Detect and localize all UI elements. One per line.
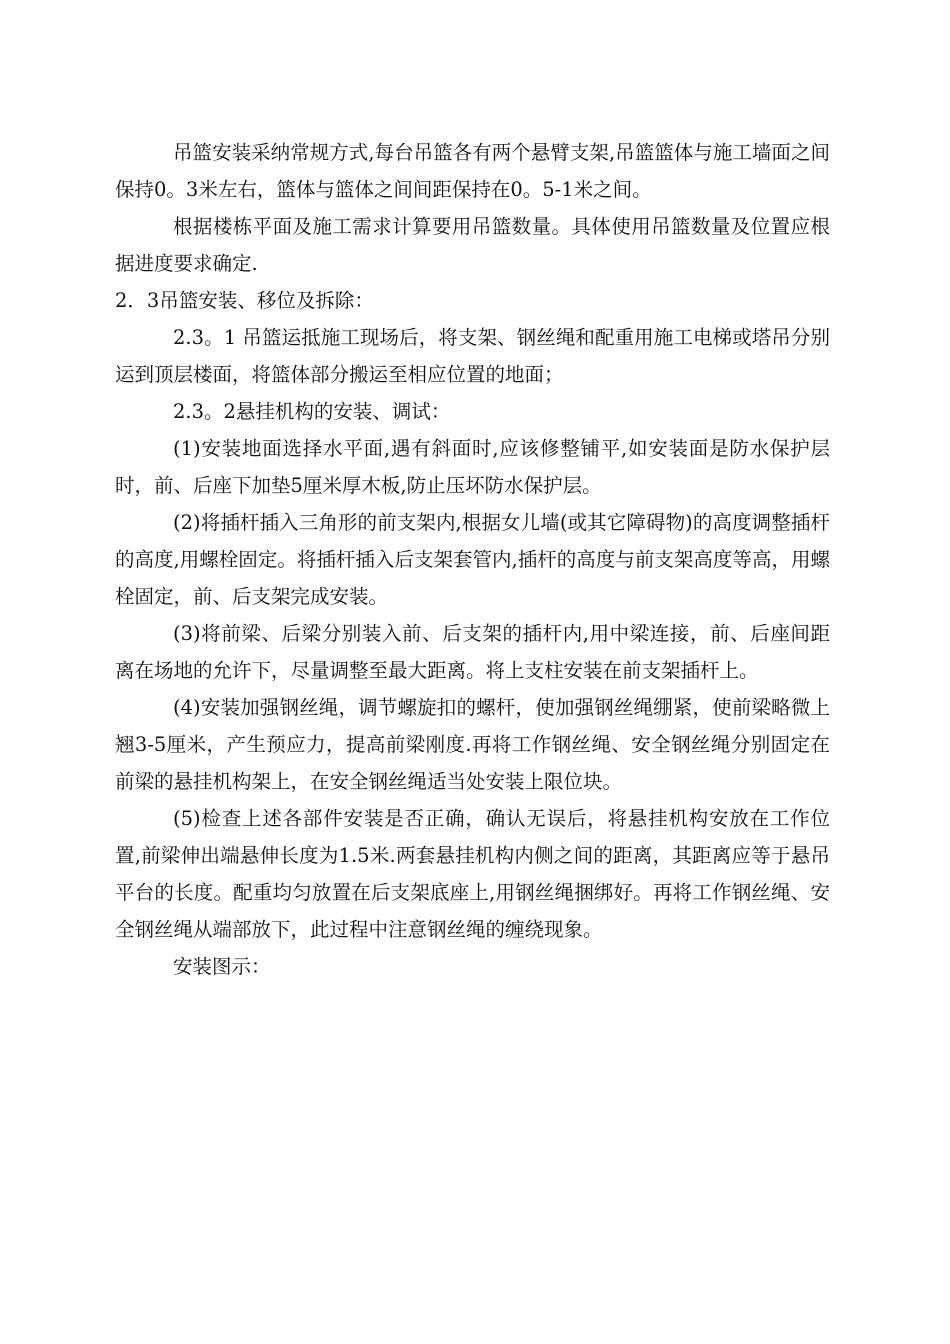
paragraph-2-3-1: 2.3。1 吊篮运抵施工现场后，将支架、钢丝绳和配重用施工电梯或塔吊分别运到顶层楼面，将篮体部分搬运至相应位置的地面； [115,326,830,386]
paragraph-step-2: (2)将插杆插入三角形的前支架内,根据女儿墙(或其它障碍物)的高度调整插杆的高度,用螺栓固定。将插杆插入后支架套管内,插杆的高度与前支架高度等高，用螺栓固定，前、后支架完成安装。 [115,511,830,608]
paragraph-step-4: (4)安装加强钢丝绳，调节螺旋扣的螺杆，使加强钢丝绳绷紧，使前梁略微上翘3-5厘米，产生预应力，提高前梁刚度.再将工作钢丝绳、安全钢丝绳分别固定在前梁的悬挂机构架上，在安全钢丝绳适当处安装上限位块。 [115,696,830,793]
section-heading-2-3: 2．3吊篮安装、移位及拆除： [115,289,374,312]
paragraph-step-3: (3)将前梁、后梁分别装入前、后支架的插杆内,用中梁连接，前、后座间距离在场地的允许下，尽量调整至最大距离。将上支柱安装在前支架插杆上。 [115,622,830,682]
paragraph-step-5: (5)检查上述各部件安装是否正确，确认无误后，将悬挂机构安放在工作位置,前梁伸出端悬伸长度为1.5米.两套悬挂机构内侧之间的距离，其距离应等于悬吊平台的长度。配重均匀放置在后支架底座上,用钢丝绳捆绑好。再将工作钢丝绳、安全钢丝绳从端部放下，此过程中注意钢丝绳的缠绕现象。 [115,807,830,941]
paragraph-2-3-2: 2.3。2悬挂机构的安装、调试： [173,400,451,423]
document-body [115,134,830,985]
paragraph-step-1: (1)安装地面选择水平面,遇有斜面时,应该修整铺平,如安装面是防水保护层时，前、后座下加垫5厘米厚木板,防止压坏防水保护层。 [115,437,830,497]
paragraph-installation-diagram-label: 安装图示： [173,955,271,978]
paragraph-installation-method: 吊篮安装采纳常规方式,每台吊篮各有两个悬臂支架,吊篮篮体与施工墙面之间保持0。3米左右，篮体与篮体之间间距保持在0。5-1米之间。 [115,141,830,201]
paragraph-basket-quantity: 根据楼栋平面及施工需求计算要用吊篮数量。具体使用吊篮数量及位置应根据进度要求确定. [115,215,830,275]
